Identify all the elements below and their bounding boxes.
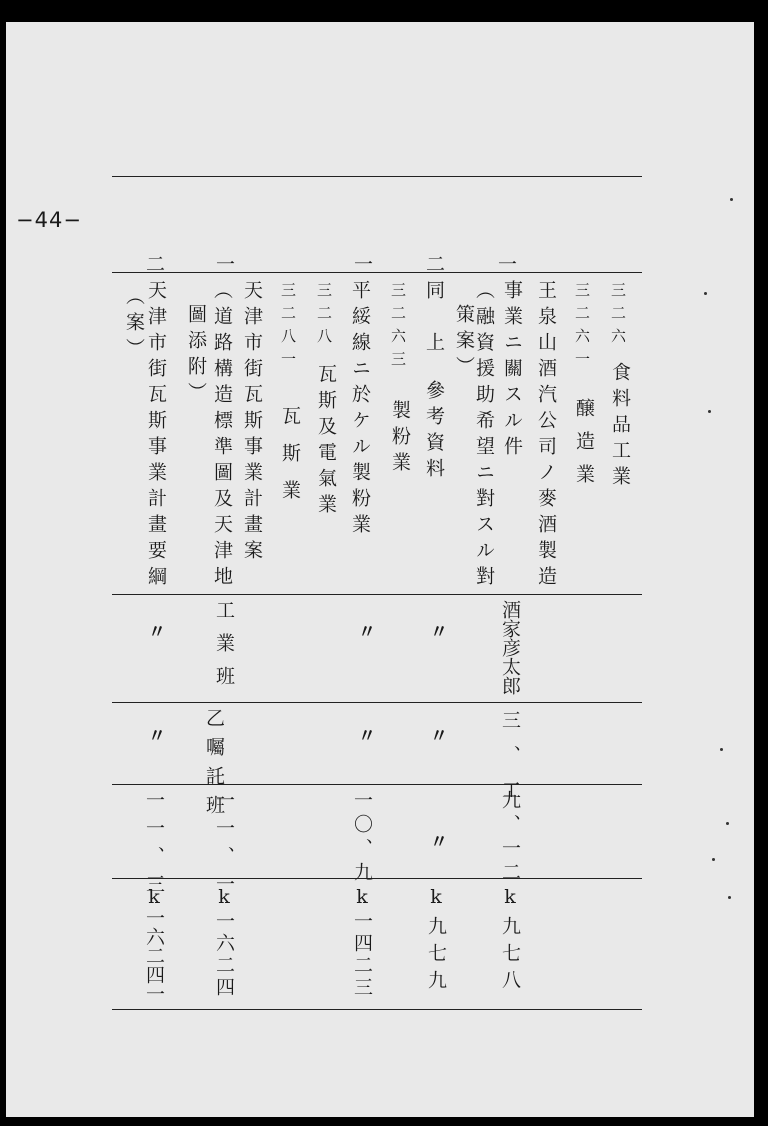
- row-number-1: 一: [495, 254, 517, 280]
- status-ditto: 〃: [430, 726, 448, 747]
- date-entry: 一〇、九: [351, 790, 373, 886]
- category-code: 三二六: [609, 282, 627, 351]
- row-number-5: 二: [143, 254, 165, 280]
- sub-category-code: 三二六三: [389, 282, 407, 374]
- status-ditto: 〃: [148, 726, 166, 747]
- bottom-rule: [112, 1009, 642, 1010]
- author-ditto: 〃: [430, 622, 448, 643]
- date-entry: 一一、三: [143, 790, 165, 902]
- item-title: 事業ニ關スル件: [501, 280, 523, 462]
- code-entry: k一六二四一: [143, 886, 165, 1003]
- author-entry: 酒家彦太郎: [499, 600, 521, 695]
- header-rule: [112, 272, 642, 273]
- item-title: 天津市街瓦斯事業計畫案: [241, 280, 263, 566]
- scan-speck: [726, 822, 729, 825]
- sub-category-label: 瓦斯業: [279, 406, 301, 517]
- item-title: 上: [423, 332, 445, 358]
- code-entry: k九七八: [499, 886, 521, 997]
- row-number-4: 一: [213, 254, 235, 280]
- scan-speck: [730, 198, 733, 201]
- author-ditto: 〃: [358, 622, 376, 643]
- scan-speck: [704, 292, 707, 295]
- item-title: 同: [423, 280, 445, 306]
- sub-category-code: 三二八一: [279, 282, 297, 374]
- item-title: 王泉山酒汽公司ノ麥酒製造: [535, 280, 557, 592]
- top-rule: [112, 176, 642, 177]
- date-entry: 一一、一: [213, 790, 235, 902]
- section-rule-2: [112, 702, 642, 703]
- category-code: 三二八: [315, 282, 333, 351]
- item-title: 天津市街瓦斯事業計畫要綱: [145, 280, 167, 592]
- section-rule-3: [112, 784, 642, 785]
- code-entry: k一四二三: [351, 886, 373, 999]
- status-entry: 三、工: [499, 710, 521, 815]
- section-rule-4: [112, 878, 642, 879]
- date-ditto: 〃: [430, 832, 448, 853]
- document-page: [6, 22, 754, 1117]
- date-entry: 九、一二: [499, 790, 521, 886]
- sub-category-label: 製粉業: [389, 400, 411, 478]
- code-entry: k九七九: [425, 886, 447, 997]
- row-number-2: 二: [423, 254, 445, 280]
- item-title: 圖添附）: [185, 304, 207, 408]
- item-title: （融資援助希望ニ對スル對: [473, 280, 495, 592]
- page-number: −44−: [16, 208, 82, 232]
- row-number-3: 一: [351, 254, 373, 280]
- status-ditto: 〃: [358, 726, 376, 747]
- sub-category-label: 醸造業: [573, 398, 595, 497]
- sub-category-code: 三二六一: [573, 282, 591, 374]
- item-title: （道路構造標準圖及天津地: [211, 280, 233, 592]
- category-label: 瓦斯及電氣業: [315, 364, 337, 520]
- author-ditto: 〃: [148, 622, 166, 643]
- item-title: 參考資料: [423, 380, 445, 484]
- scan-speck: [720, 748, 723, 751]
- scan-speck: [728, 896, 731, 899]
- scan-speck: [712, 858, 715, 861]
- author-entry: 工業班: [213, 600, 235, 699]
- section-rule-1: [112, 594, 642, 595]
- item-title: （案）: [123, 286, 145, 364]
- status-entry: 乙囑託班: [203, 708, 225, 824]
- category-label: 食料品工業: [609, 362, 631, 492]
- code-entry: k一六二四: [213, 886, 235, 999]
- item-title: 策案）: [453, 304, 475, 382]
- scan-speck: [708, 410, 711, 413]
- item-title: 平綏線ニ於ケル製粉業: [349, 280, 371, 540]
